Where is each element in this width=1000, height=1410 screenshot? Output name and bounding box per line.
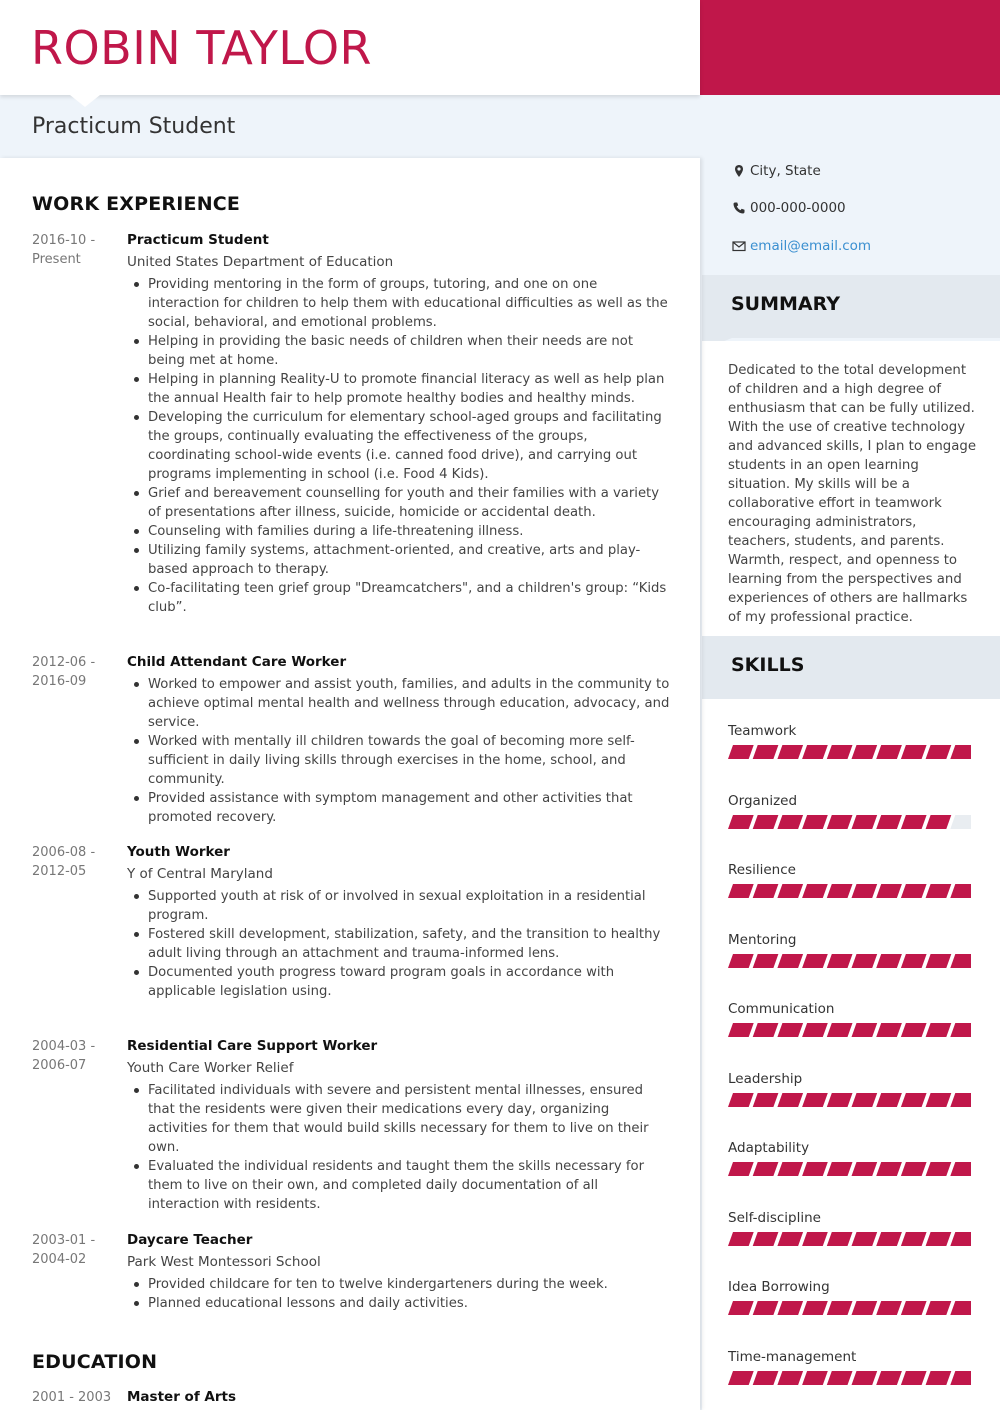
skill-segment-filled [777, 745, 803, 759]
skills-heading: SKILLS [731, 654, 805, 676]
skill-segment-filled [802, 954, 828, 968]
skill-segment-filled [753, 1371, 779, 1385]
skill-segment-filled [753, 1023, 779, 1037]
job-bullet: Documented youth progress toward program goals in accordance with applicable legislation using. [127, 963, 672, 1001]
skill-segment-filled [876, 1232, 902, 1246]
job-date: 2006-08 - 2012-05 [32, 845, 96, 879]
job-organization: Y of Central Maryland [127, 866, 273, 882]
job-title: Residential Care Support Worker [127, 1038, 378, 1054]
map-pin-icon [732, 164, 746, 178]
skill-segment-filled [950, 1232, 971, 1246]
skill-segment-filled [901, 745, 927, 759]
job-bullet: Supported youth at risk of or involved in sexual exploitation in a residential program. [127, 887, 672, 925]
education-degree: Master of Arts [127, 1389, 236, 1405]
sidebar [702, 158, 1000, 1410]
skill-segment-filled [728, 884, 754, 898]
skill-segment-filled [827, 1301, 853, 1315]
skill-level-bar [728, 1371, 971, 1385]
skill-segment-filled [852, 884, 878, 898]
skill-segment-filled [802, 1301, 828, 1315]
skill-item [728, 1278, 973, 1319]
skill-level-bar [728, 745, 971, 759]
job-date: 2003-01 - 2004-02 [32, 1233, 96, 1267]
header-pointer [70, 95, 100, 107]
skill-segment-filled [901, 1371, 927, 1385]
job-bullet: Evaluated the individual residents and taught them the skills necessary for them to live on their own, and completed daily documentation of all interaction with residents. [127, 1157, 672, 1214]
envelope-icon [732, 239, 746, 253]
skill-segment-filled [950, 745, 971, 759]
skill-segment-filled [901, 954, 927, 968]
skill-segment-filled [876, 1093, 902, 1107]
job-bullet: Providing mentoring in the form of groups, tutoring, and one on one interaction for children to help them with educational difficulties as well as the social, behavioral, and emotional problems. [127, 275, 672, 332]
job-bullet: Counseling with families during a life-threatening illness. [127, 522, 672, 541]
skill-segment-filled [827, 815, 853, 829]
skill-item [728, 1139, 973, 1180]
skill-segment-filled [728, 954, 754, 968]
job-bullet: Developing the curriculum for elementary school-aged groups and facilitating the groups, continually evaluating the effectiveness of the groups, coordinating school-wide events (i.e. canned food drive), and carrying out programs implementing in school (i.e. Food 4 Kids). [127, 408, 672, 484]
skill-segment-filled [852, 1023, 878, 1037]
skill-item [728, 931, 973, 972]
skill-segment-filled [901, 815, 927, 829]
phone-text: 000-000-0000 [750, 200, 846, 216]
job-bullet: Worked to empower and assist youth, families, and adults in the community to achieve optimal mental health and wellness through education, advocacy, and service. [127, 675, 672, 732]
skill-segment-filled [950, 1371, 971, 1385]
job-title: Practicum Student [127, 232, 269, 248]
skill-segment-filled [827, 884, 853, 898]
skill-level-bar [728, 815, 971, 829]
skill-segment-filled [852, 745, 878, 759]
job-bullet: Utilizing family systems, attachment-oriented, and creative, arts and play-based approach to therapy. [127, 541, 672, 579]
main-column [0, 158, 700, 1410]
job-bullets [127, 1275, 672, 1313]
skill-level-bar [728, 1232, 971, 1246]
job-organization: United States Department of Education [127, 254, 394, 270]
skill-segment-filled [802, 1162, 828, 1176]
skill-segment-filled [753, 884, 779, 898]
skill-segment-filled [753, 1232, 779, 1246]
skill-name: Adaptability [728, 1140, 810, 1156]
skill-segment-filled [777, 1162, 803, 1176]
skill-segment-filled [827, 1162, 853, 1176]
summary-panel [702, 341, 1000, 636]
work-experience-heading: WORK EXPERIENCE [32, 193, 241, 215]
skill-item [728, 1070, 973, 1111]
skill-segment-filled [777, 954, 803, 968]
job-title: Youth Worker [127, 844, 230, 860]
skill-segment-filled [802, 815, 828, 829]
skills-panel [702, 699, 1000, 1410]
skill-segment-filled [777, 1371, 803, 1385]
skill-segment-filled [852, 815, 878, 829]
job-bullet: Co-facilitating teen grief group "Dreamcatchers", and a children's group: “Kids club”. [127, 579, 672, 617]
skill-segment-filled [852, 1162, 878, 1176]
skill-segment-filled [802, 1023, 828, 1037]
job-bullet: Fostered skill development, stabilization, safety, and the transition to healthy adult living through an attachment and trauma-informed lens. [127, 925, 672, 963]
skill-segment-filled [728, 1023, 754, 1037]
skill-name: Mentoring [728, 931, 797, 948]
skill-segment-filled [950, 1023, 971, 1037]
skill-segment-filled [901, 1093, 927, 1107]
job-date: 2016-10 - Present [32, 233, 96, 267]
job-bullet: Planned educational lessons and daily activities. [127, 1294, 672, 1313]
skill-segment-empty [950, 815, 971, 829]
job-bullet: Helping in planning Reality-U to promote financial literacy as well as help plan the annual Health fair to help promote healthy bodies and healthy minds. [127, 370, 672, 408]
location-text: City, State [750, 163, 821, 179]
job-date: 2004-03 - 2006-07 [32, 1039, 96, 1073]
skill-segment-filled [728, 1162, 754, 1176]
job-bullet: Facilitated individuals with severe and persistent mental illnesses, ensured that the residents were given their medications every day, organizing activities for them that would build skills necessary for them to live on their own. [127, 1081, 672, 1157]
job-title-headline: Practicum Student [32, 114, 236, 139]
skill-segment-filled [777, 884, 803, 898]
skill-segment-filled [777, 1023, 803, 1037]
skill-item [728, 1209, 973, 1250]
skill-segment-filled [950, 954, 971, 968]
skill-segment-filled [802, 1093, 828, 1107]
skill-item [728, 861, 973, 902]
skill-segment-filled [901, 884, 927, 898]
job-bullets [127, 1081, 672, 1214]
skill-level-bar [728, 1023, 971, 1037]
skill-name: Teamwork [728, 723, 797, 739]
candidate-name: ROBIN TAYLOR [31, 21, 373, 75]
skill-segment-filled [728, 1093, 754, 1107]
job-bullets [127, 675, 672, 827]
skill-segment-filled [728, 1371, 754, 1385]
job-title: Daycare Teacher [127, 1232, 253, 1248]
skill-segment-filled [827, 954, 853, 968]
job-bullet: Provided childcare for ten to twelve kindergarteners during the week. [127, 1275, 672, 1294]
summary-heading: SUMMARY [731, 293, 840, 315]
skill-segment-filled [926, 1162, 952, 1176]
skill-segment-filled [926, 954, 952, 968]
skill-item [728, 722, 973, 763]
skill-segment-filled [876, 1162, 902, 1176]
skill-segment-filled [926, 884, 952, 898]
skill-segment-filled [852, 954, 878, 968]
skill-segment-filled [802, 1232, 828, 1246]
skill-segment-filled [777, 1232, 803, 1246]
skill-item [728, 1000, 973, 1041]
skill-name: Time-management [728, 1348, 857, 1365]
skill-segment-filled [827, 1023, 853, 1037]
skill-segment-filled [901, 1232, 927, 1246]
skill-segment-filled [753, 1301, 779, 1315]
skill-segment-filled [876, 884, 902, 898]
skill-segment-filled [876, 1301, 902, 1315]
skill-segment-filled [950, 1162, 971, 1176]
skill-segment-filled [777, 815, 803, 829]
skill-segment-filled [926, 1371, 952, 1385]
job-bullets [127, 887, 672, 1001]
skill-level-bar [728, 954, 971, 968]
skill-segment-filled [901, 1301, 927, 1315]
skill-segment-filled [876, 815, 902, 829]
skill-segment-filled [950, 1093, 971, 1107]
skill-segment-filled [802, 884, 828, 898]
skill-segment-filled [802, 745, 828, 759]
skill-segment-filled [876, 1023, 902, 1037]
job-bullets [127, 275, 672, 617]
job-date: 2012-06 - 2016-09 [32, 655, 96, 689]
skill-item [728, 1348, 973, 1389]
skill-name: Communication [728, 1001, 835, 1017]
summary-header [702, 275, 1000, 338]
skill-segment-filled [926, 1093, 952, 1107]
skill-segment-filled [852, 1093, 878, 1107]
email-link[interactable]: email@email.com [750, 238, 872, 254]
job-bullet: Worked with mentally ill children towards the goal of becoming more self-sufficient in daily living skills through exercises in the home, school, and community. [127, 732, 672, 789]
phone-icon [732, 201, 746, 215]
skill-segment-filled [876, 745, 902, 759]
skill-segment-filled [777, 1093, 803, 1107]
skill-name: Organized [728, 792, 798, 809]
skill-segment-filled [728, 1232, 754, 1246]
header-accent-block [700, 0, 1000, 95]
skill-segment-filled [802, 1371, 828, 1385]
education-date: 2001 - 2003 [32, 1390, 112, 1405]
summary-text: Dedicated to the total development of children and a high degree of enthusiasm that can be fully utilized. With the use of creative technology and advanced skills, I plan to engage students in an open learning situation. My skills will be a collaborative effort in teamwork encouraging administrators, teachers, students, and parents. Warmth, respect, and openness to learning from the perspectives and experiences of others are hallmarks of my professional practice. [728, 363, 977, 625]
skill-segment-filled [926, 815, 952, 829]
skill-segment-filled [876, 1371, 902, 1385]
skill-segment-filled [728, 815, 754, 829]
job-organization: Youth Care Worker Relief [127, 1060, 294, 1076]
skill-segment-filled [827, 745, 853, 759]
skill-segment-filled [852, 1232, 878, 1246]
skill-segment-filled [827, 1232, 853, 1246]
skill-name: Idea Borrowing [728, 1279, 830, 1295]
skill-segment-filled [753, 1162, 779, 1176]
job-title: Child Attendant Care Worker [127, 654, 347, 670]
skill-name: Resilience [728, 862, 796, 878]
skill-segment-filled [926, 1023, 952, 1037]
skill-name: Self-discipline [728, 1209, 821, 1226]
skill-level-bar [728, 1301, 971, 1315]
skill-segment-filled [753, 815, 779, 829]
skill-segment-filled [728, 1301, 754, 1315]
skill-level-bar [728, 1093, 971, 1107]
skill-segment-filled [852, 1371, 878, 1385]
skill-segment-filled [926, 745, 952, 759]
skill-segment-filled [950, 1301, 971, 1315]
skill-segment-filled [777, 1301, 803, 1315]
job-organization: Park West Montessori School [127, 1254, 321, 1270]
skill-segment-filled [950, 884, 971, 898]
skill-level-bar [728, 884, 971, 898]
skill-segment-filled [827, 1093, 853, 1107]
skill-segment-filled [901, 1162, 927, 1176]
skill-segment-filled [901, 1023, 927, 1037]
skills-header [702, 636, 1000, 699]
skill-segment-filled [753, 954, 779, 968]
skill-segment-filled [876, 954, 902, 968]
skill-segment-filled [753, 745, 779, 759]
job-bullet: Helping in providing the basic needs of children when their needs are not being met at home. [127, 332, 672, 370]
job-bullet: Provided assistance with symptom management and other activities that promoted recovery. [127, 789, 672, 827]
skill-segment-filled [926, 1301, 952, 1315]
skill-segment-filled [926, 1232, 952, 1246]
skill-level-bar [728, 1162, 971, 1176]
skill-segment-filled [753, 1093, 779, 1107]
header-bar [0, 0, 700, 95]
skill-segment-filled [728, 745, 754, 759]
skill-segment-filled [827, 1371, 853, 1385]
job-bullet: Grief and bereavement counselling for youth and their families with a variety of presentations after illness, suicide, homicide or accidental death. [127, 484, 672, 522]
education-heading: EDUCATION [32, 1351, 158, 1373]
skill-segment-filled [852, 1301, 878, 1315]
skill-name: Leadership [728, 1070, 803, 1087]
skill-item [728, 792, 973, 833]
